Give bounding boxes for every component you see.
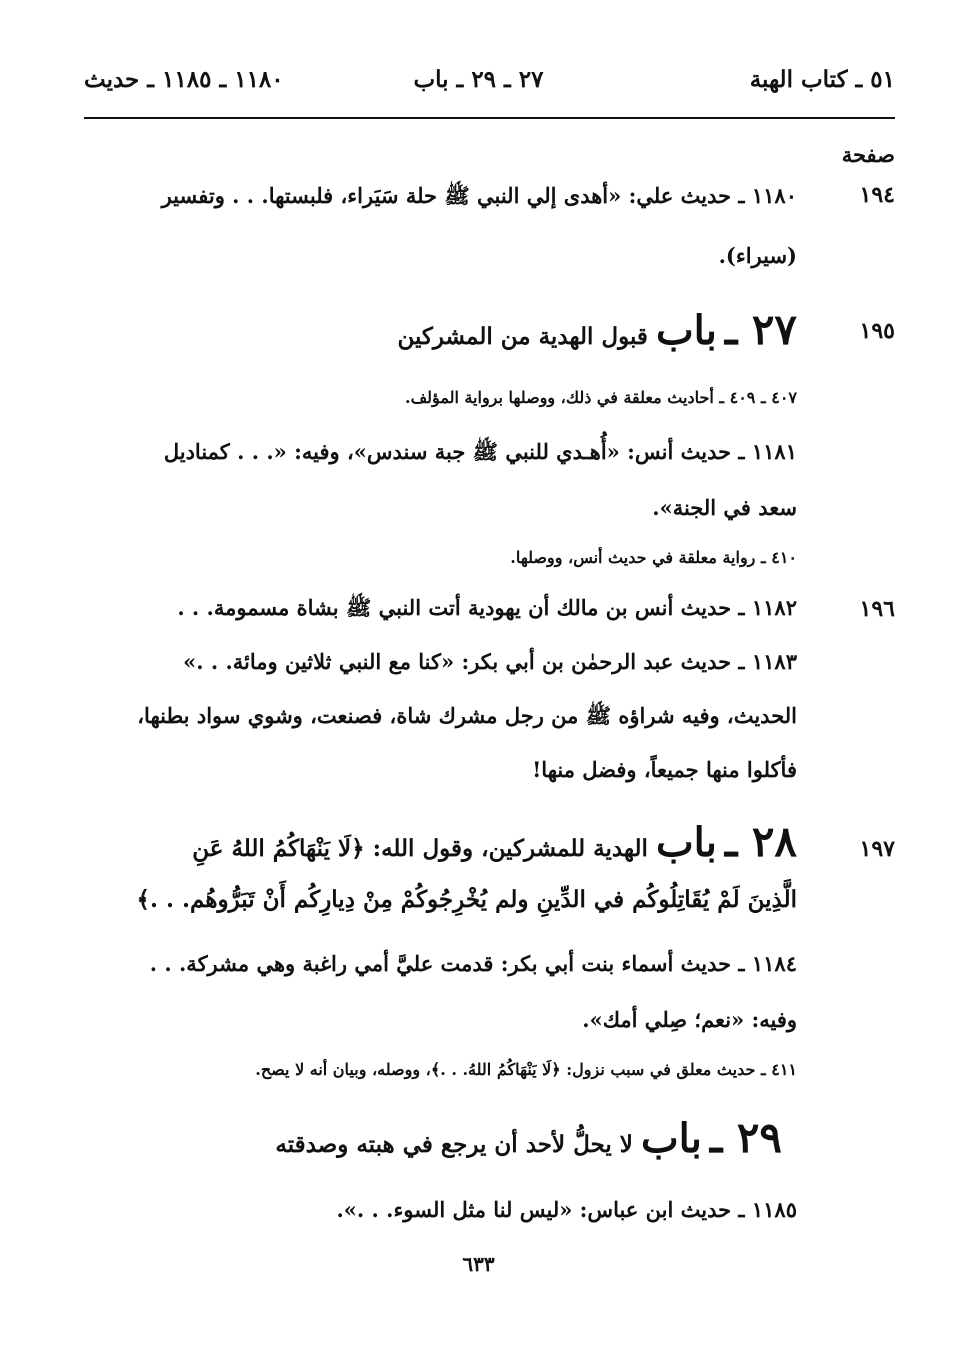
muallaq-407-409: ٤٠٧ ـ ٤٠٩ ـ أحاديث معلقة في ذلك، ووصلها برواية المؤلف. xyxy=(405,388,797,407)
page-number: ٦٣٣ xyxy=(462,1252,495,1276)
hadith-1180-line1: ١١٨٠ ـ حديث علي: «أهدى إلي النبي ﷺ حلة سَيَراء، فلبستها. . . وتفسير xyxy=(161,183,797,208)
hadith-1181-line1: ١١٨١ ـ حديث أنس: «أُهـدي للنبي ﷺ جبة سندس»، وفيه: «. . . كمناديل xyxy=(163,439,797,464)
running-header-chapters: ٢٧ ـ ٢٩ ـ باب xyxy=(413,66,544,93)
chapter-27-title: قبول الهدية من المشركين xyxy=(397,323,648,350)
chapter-28-bab: باب xyxy=(655,819,717,866)
header-rule xyxy=(84,117,895,119)
chapter-27-bab: باب xyxy=(655,307,717,354)
hadith-1180-line2: (سيراء). xyxy=(718,243,797,268)
hadith-1183-line1: ١١٨٣ ـ حديث عبد الرحمٰن بن أبي بكر: «كنا مع النبي ثلاثين ومائة. . .» xyxy=(183,649,797,674)
page-ref-194: ١٩٤ xyxy=(859,182,895,208)
running-header-hadiths: ١١٨٠ ـ ١١٨٥ ـ حديث xyxy=(84,66,284,93)
hadith-1181-line2: سعد في الجنة». xyxy=(652,495,797,520)
hadith-1182-line1: ١١٨٢ ـ حديث أنس بن مالك أن يهودية أتت النبي ﷺ بشاة مسمومة. . . xyxy=(177,595,797,620)
page-ref-197: ١٩٧ xyxy=(859,836,895,862)
chapter-29-bab: باب xyxy=(640,1115,702,1162)
hadith-1185: ١١٨٥ ـ حديث ابن عباس: «ليس لنا مثل السوء. . .». xyxy=(336,1197,797,1222)
chapter-28-title-line1: الهدية للمشركين، وقول الله: ﴿لَا يَنْهَاكُمُ اللهُ عَنِ xyxy=(192,835,648,862)
chapter-29-number: ٢٩ ـ xyxy=(709,1113,782,1162)
chapter-29-title: لا يحلُّ لأحد أن يرجع في هبته وصدقته xyxy=(275,1131,633,1158)
chapter-29-heading xyxy=(275,1106,782,1177)
running-header-book: ٥١ ـ كتاب الهبة xyxy=(749,66,895,93)
hadith-1183-line2: الحديث، وفيه شراؤه ﷺ من رجل مشرك شاة، فصنعت، وشوي سواد بطنها، xyxy=(137,703,797,728)
chapter-28-title-line2: الَّذِينَ لَمْ يُقَاتِلُوكُم في الدِّينِ ولم يُخْرِجُوكُمْ مِنْ دِيارِكُم أَنْ تَبَرُّوهُم. . .﴾ xyxy=(136,886,797,913)
page-column-label: صفحة xyxy=(841,142,895,167)
chapter-27-number: ٢٧ ـ xyxy=(724,305,797,354)
page-ref-196: ١٩٦ xyxy=(859,596,895,622)
hadith-1184-line2: وفيه: «نعم؛ صِلي أمك». xyxy=(582,1007,797,1032)
chapter-27-heading xyxy=(397,298,797,369)
muallaq-410: ٤١٠ ـ رواية معلقة في حديث أنس، ووصلها. xyxy=(510,548,797,567)
hadith-1183-line3: فأكلوا منها جميعاً، وفضل منها! xyxy=(532,757,797,782)
hadith-1184-line1: ١١٨٤ ـ حديث أسماء بنت أبي بكر: قدمت عليَّ أمي راغبة وهي مشركة. . . xyxy=(149,951,797,976)
muallaq-411: ٤١١ ـ حديث معلق في سبب نزول: ﴿لَا يَنْهَاكُمُ اللهُ. . .﴾، ووصله، وبيان أنه لا يصح. xyxy=(255,1060,797,1079)
page-ref-195: ١٩٥ xyxy=(859,318,895,344)
chapter-28-number: ٢٨ ـ xyxy=(724,817,797,866)
